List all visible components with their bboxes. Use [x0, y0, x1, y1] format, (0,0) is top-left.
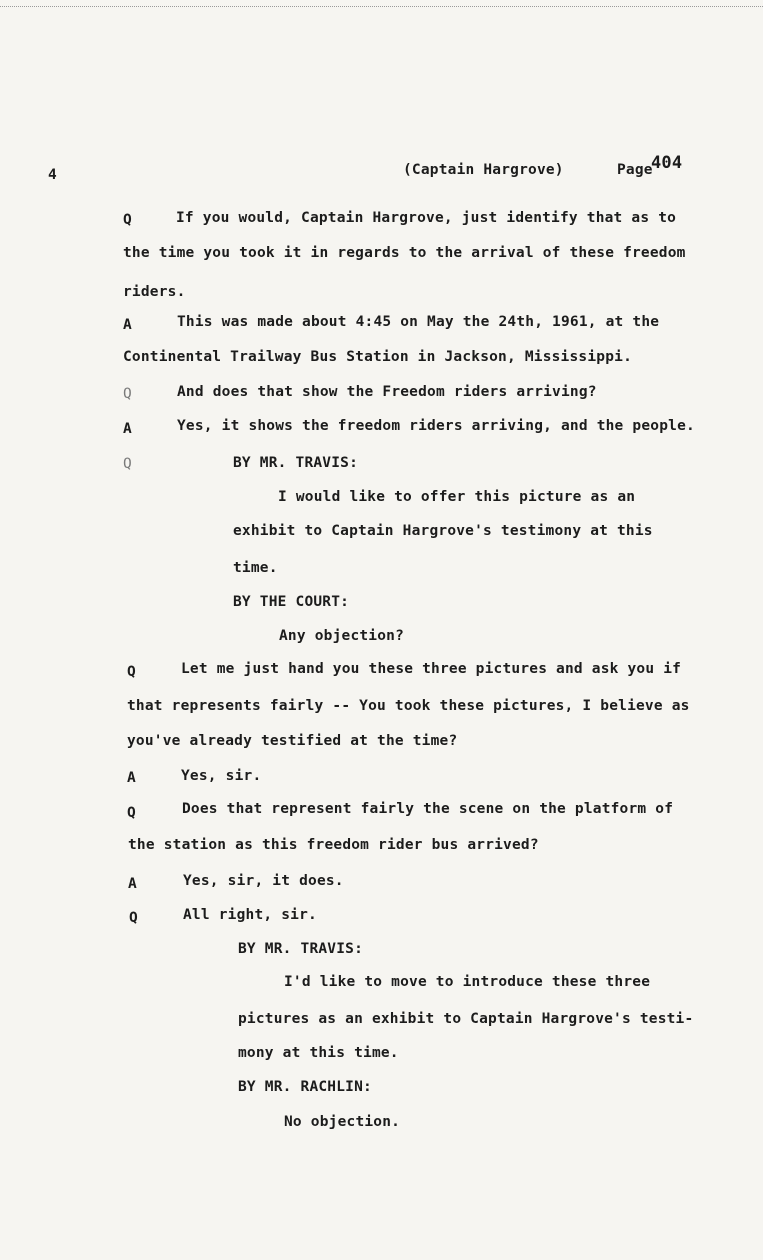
page-label: Page [617, 162, 653, 178]
transcript-line: Yes, sir. [181, 768, 262, 784]
transcript-line: I would like to offer this picture as an [278, 489, 636, 505]
transcript-line: Continental Trailway Bus Station in Jackson, Mississippi. [123, 349, 632, 365]
transcript-line: exhibit to Captain Hargrove's testimony at this [233, 523, 653, 539]
transcript-line: All right, sir. [183, 907, 317, 923]
witness-heading: (Captain Hargrove) [403, 162, 564, 178]
transcript-line: the station as this freedom rider bus arrived? [128, 837, 539, 853]
transcript-line: Does that represent fairly the scene on the platform of [182, 801, 674, 817]
speaker-heading: BY THE COURT: [233, 594, 350, 610]
transcript-line: Any objection? [279, 628, 405, 644]
page-number: 404 [651, 153, 683, 173]
transcript-line: riders. [123, 284, 186, 300]
transcript-line: No objection. [284, 1114, 401, 1130]
transcript-line: I'd like to move to introduce these three [284, 974, 651, 990]
speaker-heading: BY MR. TRAVIS: [233, 455, 359, 471]
page-top-edge [0, 0, 763, 7]
speaker-heading: BY MR. RACHLIN: [238, 1079, 372, 1095]
transcript-line: Yes, it shows the freedom riders arriving, and the people. [177, 418, 695, 434]
speaker-heading: BY MR. TRAVIS: [238, 941, 364, 957]
transcript-line: the time you took it in regards to the arrival of these freedom [123, 245, 686, 261]
line-marker: Q [127, 664, 136, 680]
transcript-line: time. [233, 560, 278, 576]
transcript-line: pictures as an exhibit to Captain Hargrove's testi- [238, 1011, 694, 1027]
transcript-line: And does that show the Freedom riders arriving? [177, 384, 597, 400]
line-marker: Q [127, 805, 136, 821]
corner-number: 4 [48, 167, 57, 183]
transcript-line: If you would, Captain Hargrove, just identify that as to [176, 210, 677, 226]
line-marker: A [128, 876, 137, 892]
line-marker: Q [123, 212, 132, 228]
transcript-line: that represents fairly -- You took these pictures, I believe as [127, 698, 690, 714]
transcript-line: This was made about 4:45 on May the 24th, 1961, at the [177, 314, 660, 330]
line-marker: A [123, 317, 132, 333]
transcript-line: Let me just hand you these three pictures and ask you if [181, 661, 682, 677]
line-marker: Q [123, 386, 132, 402]
line-marker: A [127, 770, 136, 786]
transcript-line: you've already testified at the time? [127, 733, 458, 749]
line-marker: Q [123, 456, 132, 472]
transcript-line: Yes, sir, it does. [183, 873, 344, 889]
transcript-line: mony at this time. [238, 1045, 399, 1061]
line-marker: A [123, 421, 132, 437]
line-marker: Q [129, 910, 138, 926]
